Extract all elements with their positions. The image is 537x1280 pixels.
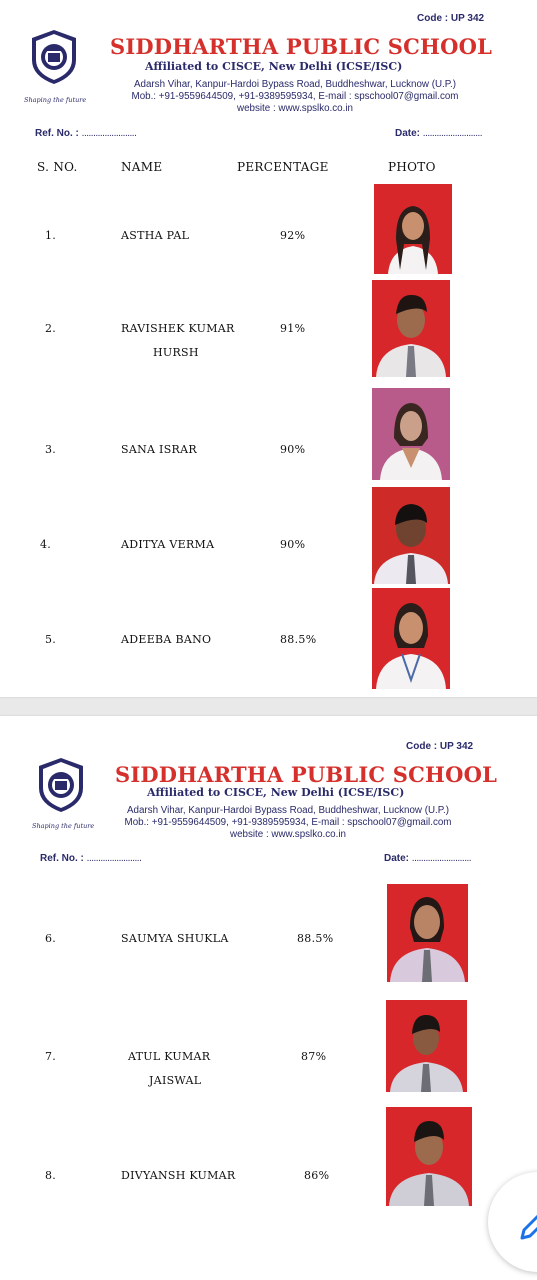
row-name: RAVISHEK KUMAR <box>121 322 235 335</box>
row-sno: 4. <box>40 538 52 551</box>
ref-no <box>40 853 141 864</box>
ref-dots: ........................ <box>81 128 137 139</box>
row-percentage: 88.5% <box>280 633 317 646</box>
ref-no <box>35 128 136 139</box>
school-name: SIDDHARTHA PUBLIC SCHOOL <box>115 762 498 787</box>
student-photo <box>386 1107 472 1206</box>
school-crest-icon <box>29 28 79 86</box>
column-header-photo: PHOTO <box>388 160 436 174</box>
row-percentage: 87% <box>301 1050 327 1063</box>
row-sno: 2. <box>45 322 57 335</box>
column-header-sno: S. NO. <box>37 160 78 174</box>
school-name: SIDDHARTHA PUBLIC SCHOOL <box>110 34 493 59</box>
website: website : www.spslko.co.in <box>230 829 346 840</box>
date-field <box>384 853 471 864</box>
date-field <box>395 128 482 139</box>
school-code: Code : UP 342 <box>417 13 485 24</box>
student-photo <box>372 388 450 480</box>
column-header-percentage: PERCENTAGE <box>237 160 329 174</box>
student-photo <box>374 184 452 274</box>
date-dots: .......................... <box>411 853 472 864</box>
student-photo <box>372 487 450 584</box>
school-crest-icon <box>36 756 86 814</box>
row-name: ADEEBA BANO <box>121 633 212 646</box>
row-percentage: 90% <box>280 538 306 551</box>
row-sno: 5. <box>45 633 57 646</box>
row-sno: 3. <box>45 443 57 456</box>
address-line-1: Adarsh Vihar, Kanpur-Hardoi Bypass Road, Buddheshwar, Lucknow (U.P.) <box>126 805 450 816</box>
website: website : www.spslko.co.in <box>237 103 353 114</box>
row-sno: 6. <box>45 932 57 945</box>
date-dots: .......................... <box>422 128 483 139</box>
row-name: ATUL KUMAR <box>128 1050 211 1063</box>
edit-pencil-icon <box>518 1212 537 1242</box>
column-header-name: NAME <box>121 160 163 174</box>
row-percentage: 91% <box>280 322 306 335</box>
row-percentage: 88.5% <box>297 932 334 945</box>
student-photo <box>387 884 468 982</box>
row-percentage: 92% <box>280 229 306 242</box>
row-sno: 7. <box>45 1050 57 1063</box>
row-name: SANA ISRAR <box>121 443 197 456</box>
address-line-2: Mob.: +91-9559644509, +91-9389595934, E-mail : spschool07@gmail.com <box>124 817 452 828</box>
document-page-2 <box>0 716 537 1280</box>
affiliation: Affiliated to CISCE, New Delhi (ICSE/ISC) <box>147 786 405 799</box>
date-label: Date: <box>384 853 410 864</box>
row-sno: 8. <box>45 1169 57 1182</box>
student-photo <box>372 588 450 689</box>
row-name-line2: HURSH <box>153 346 199 359</box>
row-name: SAUMYA SHUKLA <box>121 932 229 945</box>
row-sno: 1. <box>45 229 57 242</box>
row-percentage: 86% <box>304 1169 330 1182</box>
ref-dots: ........................ <box>86 853 142 864</box>
address-line-1: Adarsh Vihar, Kanpur-Hardoi Bypass Road, Buddheshwar, Lucknow (U.P.) <box>133 79 457 90</box>
student-photo <box>372 280 450 377</box>
row-name: DIVYANSH KUMAR <box>121 1169 236 1182</box>
affiliation: Affiliated to CISCE, New Delhi (ICSE/ISC) <box>145 60 403 73</box>
date-label: Date: <box>395 128 421 139</box>
tagline: Shaping the future <box>32 822 95 830</box>
ref-label: Ref. No. : <box>40 853 84 864</box>
row-name: ADITYA VERMA <box>121 538 215 551</box>
school-code: Code : UP 342 <box>406 741 474 752</box>
row-name: ASTHA PAL <box>121 229 190 242</box>
row-name-line2: JAISWAL <box>149 1074 202 1087</box>
ref-label: Ref. No. : <box>35 128 79 139</box>
tagline: Shaping the future <box>24 96 87 104</box>
address-line-2: Mob.: +91-9559644509, +91-9389595934, E-mail : spschool07@gmail.com <box>131 91 459 102</box>
student-photo <box>386 1000 467 1092</box>
row-percentage: 90% <box>280 443 306 456</box>
